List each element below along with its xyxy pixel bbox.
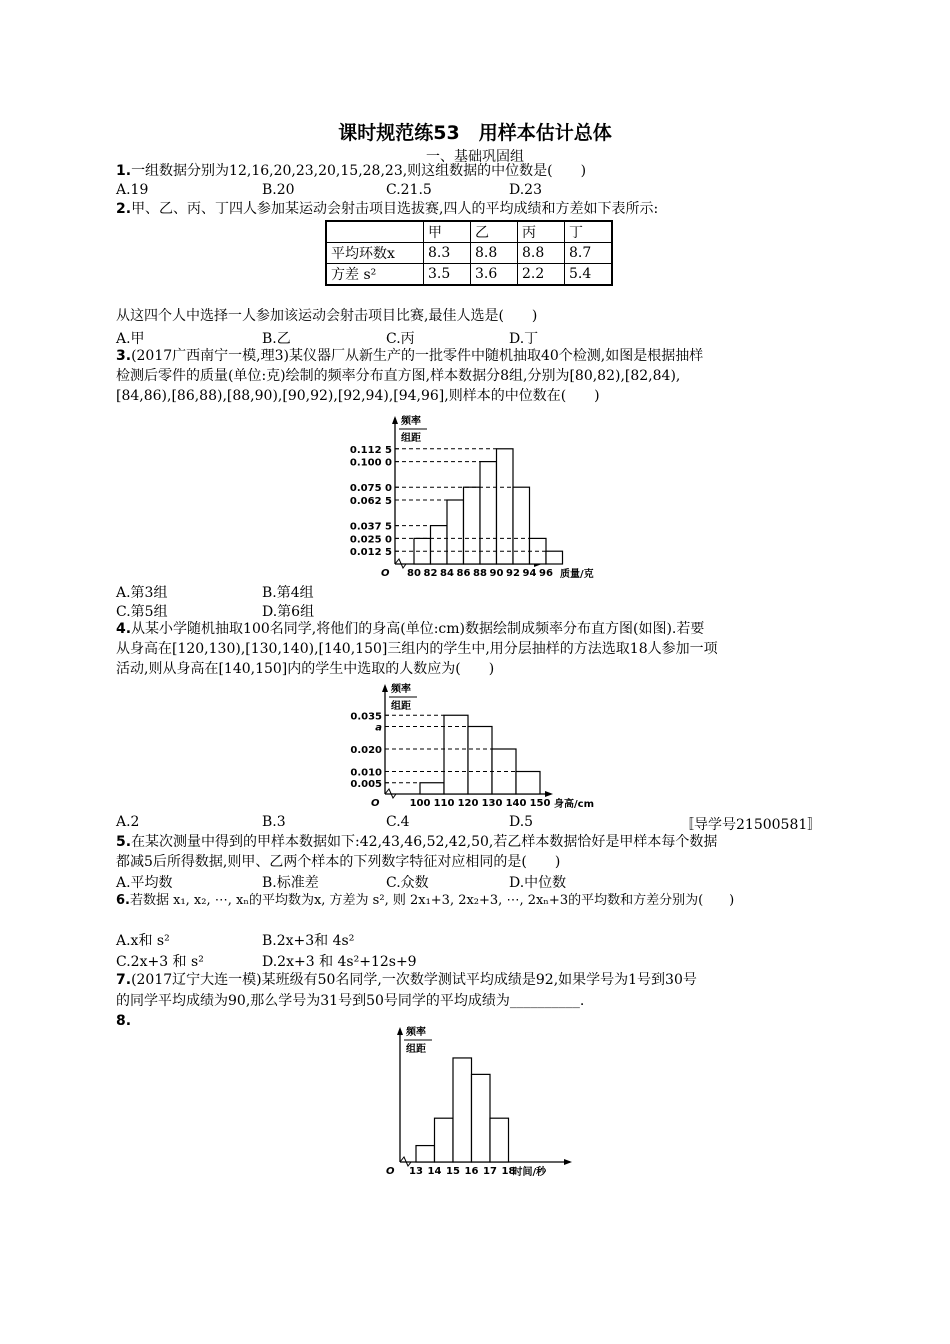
y-tick-label: 0.075 0: [349, 483, 392, 495]
q1-option-d: D.23: [509, 182, 542, 198]
q7-line-2: 的同学平均成绩为90,那么学号为31号到50号同学的平均成绩为__________.: [116, 993, 585, 1009]
q6-option-b: B.2x+3和 4s²: [262, 933, 355, 949]
histogram-bar: [472, 1074, 491, 1162]
y-axis-label-top: 频率: [406, 1027, 426, 1038]
q3-line-1: 3.(2017广西南宁一模,理3)某仪器厂从新生产的一批零件中随机抽取40个检测,如图是根据抽样: [116, 348, 704, 364]
x-tick-label: 17: [483, 1166, 497, 1177]
table-cell: 8.3: [424, 243, 471, 264]
q3-line-3: [84,86),[86,88),[88,90),[90,92),[92,94),[94,96],则样本的中位数在( ): [116, 388, 600, 404]
q4-option-d: D.5: [509, 814, 534, 830]
histogram-bar: [480, 462, 497, 564]
histogram-bar: [464, 487, 481, 564]
x-tick-label: 96: [539, 568, 553, 579]
histogram-bar: [468, 727, 492, 795]
x-axis-arrow: [545, 791, 553, 797]
origin-label: O: [371, 798, 380, 809]
histogram-bar: [513, 487, 530, 564]
x-tick-label: 13: [409, 1166, 423, 1177]
table-cell: 甲: [424, 221, 471, 243]
y-tick-label: 0.035: [350, 711, 382, 723]
q5-option-b: B.标准差: [262, 875, 319, 891]
histogram-bar: [444, 715, 468, 794]
q1-option-b: B.20: [262, 182, 295, 198]
x-tick-label: 94: [522, 568, 537, 579]
histogram-bar: [431, 526, 448, 564]
y-axis-label-bottom: 组距: [401, 433, 421, 444]
q4-option-c: C.4: [386, 814, 410, 830]
table-cell: 乙: [471, 221, 518, 243]
x-tick-label: 100: [409, 798, 431, 809]
histogram-bar: [546, 551, 563, 564]
y-axis-label-top: 频率: [391, 684, 411, 695]
q1-option-c: C.21.5: [386, 182, 432, 198]
histogram-bar: [447, 500, 464, 564]
x-tick-label: 90: [489, 568, 504, 579]
q2-option-b: B.乙: [262, 331, 291, 347]
q2-table: [325, 220, 613, 286]
table-cell: 8.8: [518, 243, 565, 264]
x-axis-title: 质量/克: [560, 569, 594, 580]
q4-line-2: 从身高在[120,130),[130,140),[140,150]三组内的学生中,用分层抽样的方法选取18人参加一项: [116, 641, 718, 657]
y-tick-label: 0.005: [350, 778, 382, 790]
x-tick-label: 14: [427, 1166, 442, 1177]
q7-line-1: 7.(2017辽宁大连一模)某班级有50名同学,一次数学测试平均成绩是92,如果学号为1号到30号: [116, 972, 697, 988]
q6-option-c: C.2x+3 和 s²: [116, 954, 204, 970]
x-tick-label: 18: [501, 1166, 516, 1177]
y-tick-label: 0.020: [350, 745, 382, 756]
y-tick-label: 0.010: [350, 767, 382, 779]
q4-option-b: B.3: [262, 814, 286, 830]
q3-option-d: D.第6组: [262, 604, 315, 620]
x-tick-label: 150: [529, 798, 551, 809]
q3-line-2: 检测后零件的质量(单位:克)绘制的频率分布直方图,样本数据分8组,分别为[80,82),[82,84),: [116, 368, 681, 384]
x-tick-label: 120: [457, 798, 479, 809]
x-tick-label: 92: [506, 568, 520, 579]
y-axis-arrow: [397, 1027, 403, 1035]
y-tick-label: 0.012 5: [349, 547, 392, 559]
y-tick-label: a: [375, 722, 382, 734]
x-tick-label: 82: [423, 568, 438, 579]
table-cell: 丁: [565, 221, 613, 243]
q4-option-a: A.2: [116, 814, 140, 830]
origin-label: O: [386, 1166, 395, 1177]
q2-option-d: D.丁: [509, 331, 539, 347]
section-heading: 一、基础巩固组: [426, 149, 524, 165]
table-cell: 8.7: [565, 243, 613, 264]
q3-option-b: B.第4组: [262, 585, 314, 601]
q3-histogram: [340, 402, 630, 582]
q1-stem: 1.一组数据分别为12,16,20,23,20,15,28,23,则这组数据的中位数是( ): [116, 163, 587, 179]
table-cell: 3.6: [471, 264, 518, 286]
q4-histogram: [345, 672, 615, 812]
x-tick-label: 84: [440, 568, 454, 579]
q8-histogram: [370, 1022, 590, 1182]
q2-stem: 2.甲、乙、丙、丁四人参加某运动会射击项目选拔赛,四人的平均成绩和方差如下表所示:: [116, 201, 659, 217]
y-tick-label: 0.037 5: [349, 521, 392, 533]
x-tick-label: 110: [433, 798, 455, 809]
q2-option-a: A.甲: [116, 331, 145, 347]
q5-option-d: D.中位数: [509, 875, 567, 891]
q6-stem: 6.若数据 x₁, x₂, ⋯, xₙ的平均数为x, 方差为 s², 则 2x₁+3, 2x₂+3, ⋯, 2xₙ+3的平均数和方差分别为( ): [116, 893, 735, 908]
q4-line-3: 活动,则从身高在[140,150]内的学生中选取的人数应为( ): [116, 661, 495, 677]
histogram-bar: [435, 1118, 454, 1162]
q5-option-a: A.平均数: [116, 875, 173, 891]
histogram-bar: [420, 783, 444, 794]
y-tick-label: 0.112 5: [349, 444, 392, 456]
histogram-bar: [416, 1146, 435, 1162]
q5-line-1: 5.在某次测量中得到的甲样本数据如下:42,43,46,52,42,50,若乙样本数据恰好是甲样本每个数据: [116, 834, 718, 850]
x-tick-label: 86: [456, 568, 471, 579]
histogram-bar: [490, 1118, 509, 1162]
table-cell: 平均环数x: [326, 243, 424, 264]
histogram-bar: [516, 772, 540, 795]
x-axis-title: 身高/cm: [554, 799, 594, 810]
q4-reference-number: 〚导学号21500581〛: [680, 817, 822, 833]
origin-label: O: [381, 568, 390, 579]
q1-option-a: A.19: [116, 182, 149, 198]
table-cell: 3.5: [424, 264, 471, 286]
table-cell: 2.2: [518, 264, 565, 286]
table-cell: 5.4: [565, 264, 613, 286]
x-tick-label: 16: [464, 1166, 479, 1177]
histogram-bar: [497, 449, 514, 564]
y-axis-arrow: [392, 416, 398, 424]
x-tick-label: 130: [481, 798, 503, 809]
q6-option-d: D.2x+3 和 4s²+12s+9: [262, 954, 417, 970]
q5-line-2: 都减5后所得数据,则甲、乙两个样本的下列数字特征对应相同的是( ): [116, 854, 561, 870]
x-tick-label: 80: [407, 568, 421, 579]
x-tick-label: 88: [473, 568, 487, 579]
x-tick-label: 15: [446, 1166, 460, 1177]
q3-option-a: A.第3组: [116, 585, 168, 601]
y-tick-label: 0.062 5: [349, 496, 392, 507]
table-cell: 方差 s²: [326, 264, 424, 286]
q4-line-1: 4.从某小学随机抽取100名同学,将他们的身高(单位:cm)数据绘制成频率分布直方图(如图).若要: [116, 621, 705, 637]
table-cell: 8.8: [471, 243, 518, 264]
x-tick-label: 140: [505, 798, 527, 809]
y-tick-label: 0.100 0: [349, 457, 392, 469]
q2-option-c: C.丙: [386, 331, 415, 347]
page-title: 课时规范练53 用样本估计总体: [338, 122, 612, 144]
y-axis-arrow: [382, 684, 388, 692]
q8-number: 8.: [116, 1013, 132, 1029]
y-axis-label-bottom: 组距: [391, 701, 411, 712]
table-cell: 丙: [518, 221, 565, 243]
y-axis-label-top: 频率: [401, 416, 421, 427]
x-axis-arrow: [564, 1159, 572, 1165]
q2-stem-2: 从这四个人中选择一人参加该运动会射击项目比赛,最佳人选是( ): [116, 308, 538, 324]
q6-option-a: A.x和 s²: [116, 933, 170, 949]
q5-option-c: C.众数: [386, 875, 429, 891]
y-tick-label: 0.025 0: [349, 534, 392, 546]
x-axis-title: 时间/秒: [512, 1167, 547, 1178]
histogram-bar: [453, 1058, 472, 1162]
q3-option-c: C.第5组: [116, 604, 168, 620]
y-axis-label-bottom: 组距: [406, 1044, 426, 1055]
table-cell: [326, 221, 424, 243]
